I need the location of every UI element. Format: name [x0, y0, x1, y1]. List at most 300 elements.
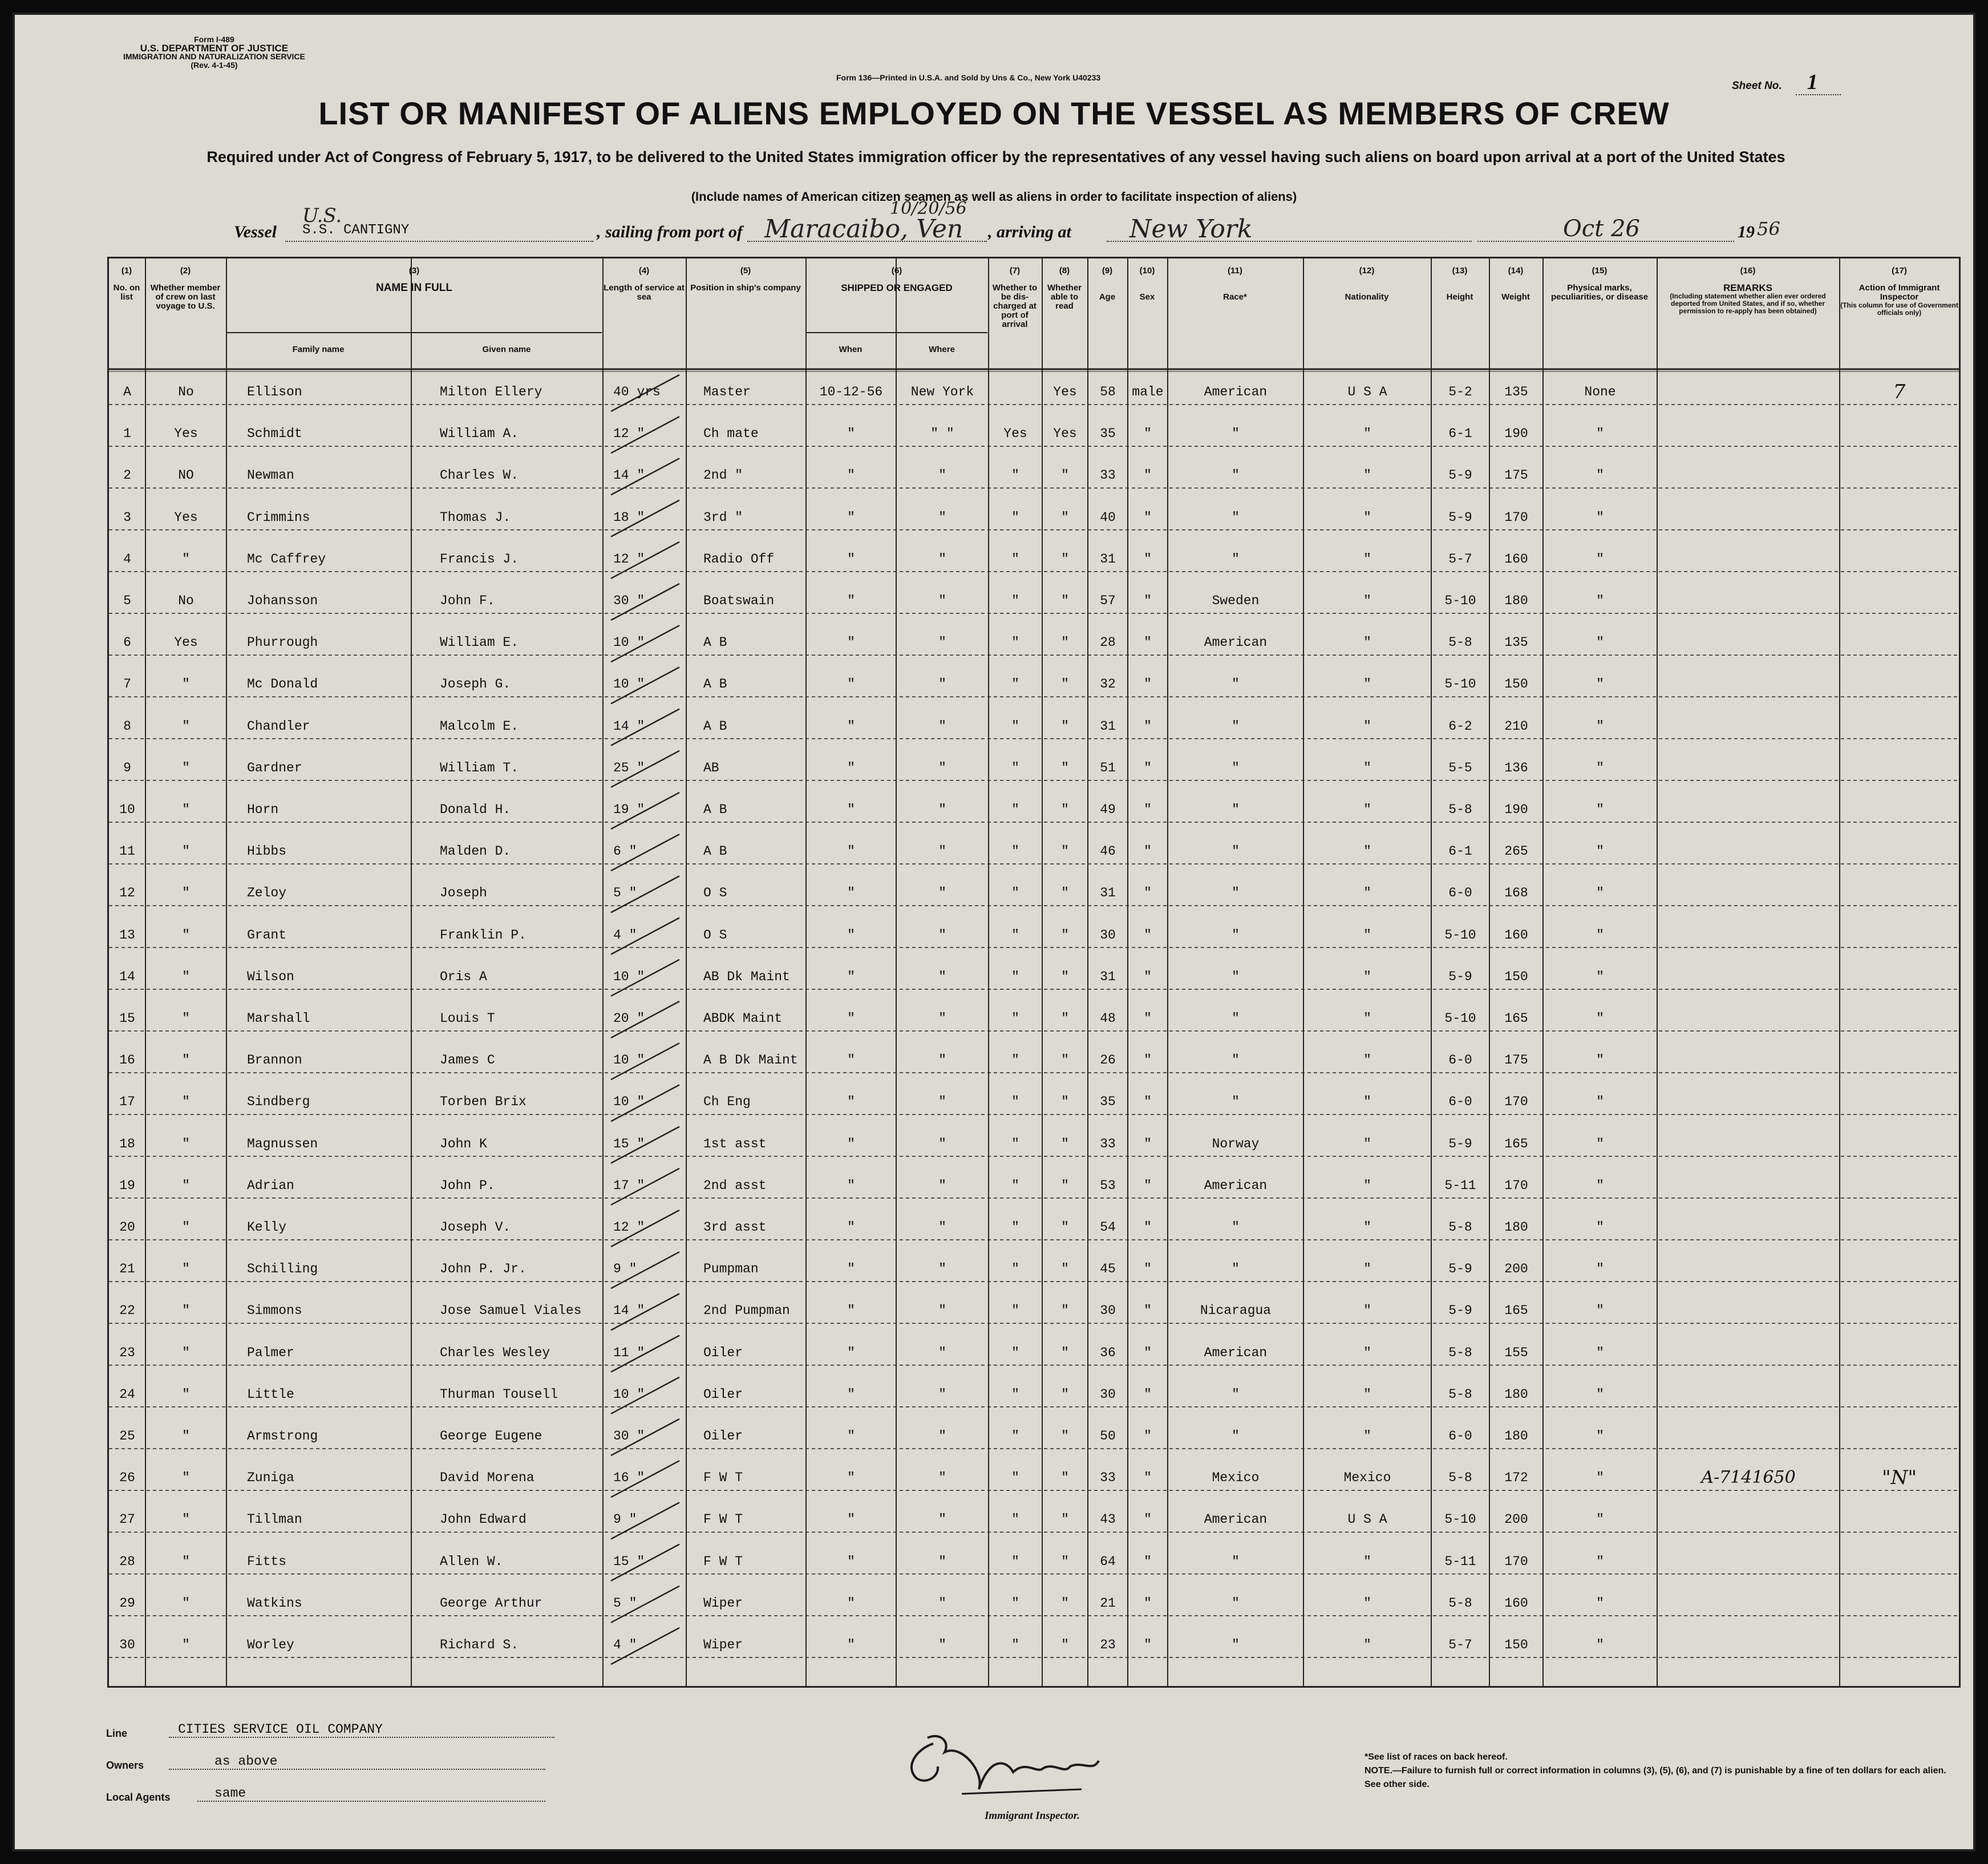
row-cell-col-14: U S A — [1347, 385, 1387, 399]
row-cell-col-9: " — [1011, 1512, 1019, 1527]
row-cell-col-7: " — [847, 1386, 855, 1402]
row-cell-col-11: 46 — [1100, 844, 1116, 859]
row-cell-col-14: " — [1363, 1637, 1371, 1652]
row-cell-col-11: 28 — [1100, 635, 1116, 650]
row-cell-col-7: " — [847, 844, 855, 859]
row-cell-col-11: 26 — [1100, 1053, 1116, 1068]
row-cell-col-17: " — [1596, 1595, 1604, 1611]
row-cell-col-4: John P. Jr. — [440, 1261, 527, 1277]
col-7-number: (7) — [1009, 266, 1021, 276]
row-cell-col-3: Simmons — [247, 1303, 302, 1319]
row-cell-col-17: " — [1596, 1637, 1604, 1652]
row-cell-col-13: " — [1232, 468, 1240, 483]
row-cell-col-5: 30 " — [613, 593, 645, 608]
row-cell-col-11: 30 — [1100, 927, 1116, 943]
row-cell-col-10: " — [1061, 1470, 1069, 1486]
row-cell-col-12: " — [1144, 1136, 1152, 1151]
row-cell-col-10: " — [1061, 1429, 1069, 1444]
row-cell-col-15: 5-10 — [1444, 1512, 1476, 1527]
row-cell-col-6: A B — [703, 718, 727, 734]
row-cell-col-15: 6-0 — [1448, 1053, 1472, 1068]
row-cell-col-16: 160 — [1504, 1595, 1528, 1611]
row-cell-col-17: " — [1596, 1094, 1604, 1110]
row-cell-col-3: Magnussen — [247, 1136, 318, 1151]
row-cell-col-9: " — [1011, 1094, 1019, 1110]
row-cell-col-15: 6-1 — [1448, 426, 1472, 442]
arrival-date: Oct 26 — [1477, 216, 1734, 242]
row-cell-col-16: 190 — [1504, 802, 1528, 817]
row-cell-col-15: 5-10 — [1444, 593, 1476, 608]
row-cell-col-1: 7 — [123, 677, 131, 692]
row-cell-col-7: 10-12-56 — [819, 385, 883, 399]
row-cell-col-1: 9 — [123, 760, 131, 775]
row-cell-col-14: " — [1363, 635, 1371, 650]
row-cell-col-2: " — [182, 1094, 190, 1110]
row-cell-col-8: " — [938, 1136, 946, 1151]
col-8-label: Whether able to read — [1047, 283, 1082, 311]
row-cell-col-13: Norway — [1212, 1136, 1260, 1151]
row-cell-col-16: 165 — [1504, 1136, 1528, 1151]
row-cell-col-16: 170 — [1504, 1178, 1528, 1193]
col-1-number: (1) — [121, 266, 132, 276]
row-cell-col-2: Yes — [174, 426, 198, 442]
row-cell-col-14: " — [1363, 1094, 1371, 1110]
row-cell-col-4: Richard S. — [440, 1637, 519, 1652]
row-cell-col-12: " — [1144, 1178, 1152, 1193]
row-cell-col-14: " — [1363, 1220, 1371, 1235]
row-cell-col-12: male — [1132, 385, 1164, 399]
row-cell-col-14: " — [1363, 1053, 1371, 1068]
row-cell-col-11: 57 — [1100, 593, 1116, 608]
row-cell-col-2: NO — [178, 468, 194, 483]
row-cell-col-7: " — [847, 760, 855, 775]
row-cell-col-4: John K — [440, 1136, 487, 1151]
row-cell-col-5: 10 " — [613, 677, 645, 692]
row-cell-col-13: " — [1232, 1429, 1240, 1444]
row-cell-col-3: Palmer — [247, 1345, 294, 1360]
col-11-label: Race* — [1223, 292, 1247, 302]
row-cell-col-17: " — [1596, 927, 1604, 943]
row-cell-col-16: 190 — [1504, 426, 1528, 442]
row-cell-col-9: " — [1011, 468, 1019, 483]
header-col-13 — [1431, 266, 1488, 302]
row-cell-col-14: " — [1363, 593, 1371, 608]
row-cell-col-12: " — [1144, 1303, 1152, 1319]
row-cell-col-9: " — [1011, 1011, 1019, 1026]
row-cell-col-17: " — [1596, 844, 1604, 859]
row-cell-col-8: " — [938, 1470, 946, 1486]
row-cell-col-1: 12 — [119, 885, 135, 901]
col-17-number: (17) — [1892, 266, 1907, 276]
crew-table — [107, 257, 1961, 1688]
row-cell-col-4: Charles W. — [440, 468, 519, 483]
row-cell-col-15: 5-10 — [1444, 1011, 1476, 1026]
row-cell-col-4: Francis J. — [440, 551, 519, 567]
arriving-label: , arriving at — [988, 223, 1071, 241]
row-cell-col-8: " — [938, 1303, 946, 1319]
row-cell-col-17: " — [1596, 1303, 1604, 1319]
row-cell-col-10: " — [1061, 1136, 1069, 1151]
row-cell-col-11: 33 — [1100, 1136, 1116, 1151]
row-cell-col-13: " — [1232, 1053, 1240, 1068]
row-cell-col-16: 165 — [1504, 1303, 1528, 1319]
row-cell-col-3: Worley — [247, 1637, 294, 1652]
page-subtitle: Required under Act of Congress of February 5, 1917, to be delivered to the United States immigration officer by the representatives of any vessel having such aliens on board upon arrival at a port of the United States — [207, 148, 1785, 165]
row-cell-col-3: Johansson — [247, 593, 318, 608]
row-cell-col-7: " — [847, 510, 855, 525]
row-cell-col-2: No — [178, 385, 194, 399]
row-cell-col-2: " — [182, 1637, 190, 1652]
row-cell-col-5: 10 " — [613, 635, 645, 650]
row-cell-col-16: 135 — [1504, 385, 1528, 399]
header-col-1 — [109, 266, 144, 302]
row-cell-col-14: " — [1363, 1303, 1371, 1319]
row-cell-col-15: 5-8 — [1448, 1345, 1472, 1360]
owners-value: as above — [169, 1754, 545, 1770]
row-cell-col-4: John P. — [440, 1178, 495, 1193]
row-cell-col-1: A — [123, 385, 131, 399]
col-14-label: Weight — [1501, 292, 1530, 302]
row-cell-col-2: " — [182, 1053, 190, 1068]
row-cell-col-14: " — [1363, 969, 1371, 984]
row-cell-col-4: Malcolm E. — [440, 718, 519, 734]
row-cell-col-16: 180 — [1504, 1429, 1528, 1444]
row-cell-col-10: " — [1061, 802, 1069, 817]
row-cell-col-4: William A. — [440, 426, 519, 442]
row-cell-col-7: " — [847, 1429, 855, 1444]
row-cell-col-17: " — [1596, 1386, 1604, 1402]
row-cell-col-13: " — [1232, 510, 1240, 525]
row-cell-col-11: 53 — [1100, 1178, 1116, 1193]
row-cell-col-7: " — [847, 677, 855, 692]
row-cell-col-3: Newman — [247, 468, 294, 483]
row-cell-col-14: " — [1363, 1011, 1371, 1026]
row-cell-col-6: 2nd " — [703, 468, 743, 483]
row-cell-col-5: 9 " — [613, 1261, 637, 1277]
row-cell-col-2: " — [182, 1512, 190, 1527]
row-cell-col-8: " — [938, 551, 946, 567]
row-cell-col-9: " — [1011, 635, 1019, 650]
row-cell-col-4: Torben Brix — [440, 1094, 527, 1110]
row-cell-col-1: 26 — [119, 1470, 135, 1486]
row-cell-col-1: 4 — [123, 551, 131, 567]
row-cell-col-5: 18 " — [613, 510, 645, 525]
row-cell-col-6: A B — [703, 635, 727, 650]
row-cell-col-15: 5-9 — [1448, 969, 1472, 984]
row-cell-col-10: " — [1061, 1220, 1069, 1235]
row-cell-col-4: William E. — [440, 635, 519, 650]
row-cell-col-8: " — [938, 1261, 946, 1277]
row-cell-col-3: Chandler — [247, 718, 310, 734]
row-cell-col-15: 6-1 — [1448, 844, 1472, 859]
row-cell-col-15: 5-8 — [1448, 635, 1472, 650]
row-cell-col-7: " — [847, 635, 855, 650]
form-number: Form I-489 — [194, 35, 234, 44]
row-cell-col-13: " — [1232, 885, 1240, 901]
row-cell-col-2: " — [182, 885, 190, 901]
row-cell-col-11: 31 — [1100, 969, 1116, 984]
row-cell-col-4: George Eugene — [440, 1429, 542, 1444]
row-cell-col-9: " — [1011, 1470, 1019, 1486]
row-cell-col-7: " — [847, 1345, 855, 1360]
row-cell-col-1: 16 — [119, 1053, 135, 1068]
row-cell-col-3: Grant — [247, 927, 287, 943]
row-cell-col-7: " — [847, 1595, 855, 1611]
row-cell-col-5: 30 " — [613, 1429, 645, 1444]
row-cell-col-3: Ellison — [247, 385, 302, 399]
row-cell-col-2: " — [182, 1220, 190, 1235]
row-cell-col-7: " — [847, 1512, 855, 1527]
row-cell-col-6: Ch Eng — [703, 1094, 751, 1110]
row-cell-col-12: " — [1144, 468, 1152, 483]
col-2-label: Whether member of crew on last voyage to U.S. — [150, 283, 221, 311]
row-cell-col-8: " — [938, 1053, 946, 1068]
col-10-number: (10) — [1139, 266, 1155, 276]
row-cell-col-7: " — [847, 593, 855, 608]
row-cell-col-4: Joseph — [440, 885, 487, 901]
row-cell-col-13: American — [1204, 1178, 1268, 1193]
row-cell-col-14: " — [1363, 844, 1371, 859]
row-cell-col-12: " — [1144, 844, 1152, 859]
row-cell-col-2: " — [182, 1261, 190, 1277]
row-cell-col-16: 172 — [1504, 1470, 1528, 1486]
row-cell-col-13: " — [1232, 927, 1240, 943]
row-cell-col-6: ABDK Maint — [703, 1011, 783, 1026]
row-cell-col-8: " — [938, 1094, 946, 1110]
row-cell-col-11: 31 — [1100, 718, 1116, 734]
row-cell-col-3: Schmidt — [247, 426, 302, 442]
row-cell-col-6: Wiper — [703, 1595, 743, 1611]
row-cell-col-16: 155 — [1504, 1345, 1528, 1360]
sailing-label: , sailing from port of — [597, 223, 743, 241]
row-cell-col-2: " — [182, 802, 190, 817]
row-cell-col-5: 10 " — [613, 1094, 645, 1110]
header-col-14 — [1489, 266, 1542, 302]
row-cell-col-8: " — [938, 635, 946, 650]
header-col-16 — [1657, 266, 1839, 315]
row-cell-col-10: " — [1061, 1595, 1069, 1611]
row-cell-col-1: 29 — [119, 1595, 135, 1611]
row-cell-col-8: " — [938, 718, 946, 734]
row-cell-col-8: " — [938, 510, 946, 525]
row-cell-col-15: 5-9 — [1448, 1136, 1472, 1151]
inspector-label: Immigrant Inspector. — [985, 1810, 1080, 1822]
row-cell-col-15: 5-7 — [1448, 1637, 1472, 1652]
row-cell-col-6: AB Dk Maint — [703, 969, 790, 984]
row-cell-col-7: " — [847, 927, 855, 943]
row-cell-col-16: 175 — [1504, 468, 1528, 483]
row-cell-col-12: " — [1144, 551, 1152, 567]
row-cell-col-8: " — [938, 1595, 946, 1611]
row-cell-col-11: 33 — [1100, 1470, 1116, 1486]
row-cell-col-9: " — [1011, 1136, 1019, 1151]
vessel-prefix: U.S. — [302, 204, 342, 227]
row-cell-col-11: 23 — [1100, 1637, 1116, 1652]
row-cell-col-3: Wilson — [247, 969, 294, 984]
row-cell-col-9: " — [1011, 885, 1019, 901]
row-cell-col-2: " — [182, 844, 190, 859]
row-cell-col-10: " — [1061, 1011, 1069, 1026]
row-cell-col-11: 32 — [1100, 677, 1116, 692]
row-cell-col-17: " — [1596, 426, 1604, 442]
row-cell-col-16: 168 — [1504, 885, 1528, 901]
row-cell-col-13: American — [1204, 635, 1268, 650]
row-cell-col-16: 180 — [1504, 1386, 1528, 1402]
row-cell-col-15: 5-2 — [1448, 385, 1472, 399]
row-cell-col-9: " — [1011, 1637, 1019, 1652]
row-cell-col-12: " — [1144, 885, 1152, 901]
row-cell-col-8: " — [938, 1637, 946, 1652]
row-cell-col-17: " — [1596, 885, 1604, 901]
row-cell-col-12: " — [1144, 1261, 1152, 1277]
row-cell-col-1: 11 — [119, 844, 135, 859]
row-cell-col-16: 265 — [1504, 844, 1528, 859]
row-cell-col-6: Boatswain — [703, 593, 775, 608]
row-cell-col-12: " — [1144, 593, 1152, 608]
row-cell-col-14: " — [1363, 885, 1371, 901]
row-cell-col-4: Thomas J. — [440, 510, 511, 525]
row-cell-col-1: 1 — [123, 426, 131, 442]
row-cell-col-13: " — [1232, 1595, 1240, 1611]
row-cell-col-11: 51 — [1100, 760, 1116, 775]
row-cell-col-5: 40 yrs — [613, 385, 661, 399]
row-cell-col-1: 28 — [119, 1554, 135, 1569]
header-col-17 — [1840, 266, 1959, 317]
row-cell-col-6: Radio Off — [703, 551, 775, 567]
row-cell-col-9: " — [1011, 593, 1019, 608]
col-17-label: Action of Immigrant Inspector — [1859, 283, 1940, 302]
row-cell-col-1: 20 — [119, 1220, 135, 1235]
row-cell-col-7: " — [847, 1094, 855, 1110]
row-cell-col-7: " — [847, 718, 855, 734]
header-col-2 — [145, 266, 225, 311]
row-cell-col-8: " — [938, 969, 946, 984]
row-cell-col-3: Crimmins — [247, 510, 310, 525]
row-cell-col-3: Hibbs — [247, 844, 287, 859]
header-col-6 — [806, 266, 987, 293]
row-cell-col-8: " — [938, 468, 946, 483]
row-cell-col-10: Yes — [1053, 385, 1077, 399]
header-given-name: Given name — [482, 345, 531, 354]
row-cell-col-5: 25 " — [613, 760, 645, 775]
row-cell-col-15: 5-9 — [1448, 468, 1472, 483]
row-cell-col-4: William T. — [440, 760, 519, 775]
col-2-number: (2) — [180, 266, 191, 276]
row-cell-col-16: 200 — [1504, 1512, 1528, 1527]
row-cell-col-12: " — [1144, 1345, 1152, 1360]
row-cell-col-16: 180 — [1504, 1220, 1528, 1235]
row-cell-col-5: 11 " — [613, 1345, 645, 1360]
row-cell-col-6: Master — [703, 385, 751, 399]
row-cell-col-16: 170 — [1504, 510, 1528, 525]
row-cell-col-2: " — [182, 1303, 190, 1319]
header-col-5 — [686, 266, 805, 293]
row-cell-col-14: U S A — [1347, 1512, 1387, 1527]
row-cell-col-12: " — [1144, 1386, 1152, 1402]
row-cell-col-3: Mc Caffrey — [247, 551, 326, 567]
row-cell-col-1: 14 — [119, 969, 135, 984]
row-cell-col-11: 33 — [1100, 468, 1116, 483]
row-cell-col-9: " — [1011, 802, 1019, 817]
row-cell-col-5: 14 " — [613, 1303, 645, 1319]
col-5-label: Position in ship's company — [690, 283, 801, 293]
row-cell-col-5: 19 " — [613, 802, 645, 817]
row-cell-col-15: 5-8 — [1448, 1386, 1472, 1402]
row-cell-col-8: " — [938, 1554, 946, 1569]
row-cell-col-6: O S — [703, 927, 727, 943]
row-cell-col-4: Charles Wesley — [440, 1345, 550, 1360]
row-cell-col-10: " — [1061, 510, 1069, 525]
row-cell-col-9: " — [1011, 969, 1019, 984]
row-cell-col-17: " — [1596, 510, 1604, 525]
header-where: Where — [929, 345, 955, 354]
row-cell-col-2: " — [182, 718, 190, 734]
row-cell-col-2: " — [182, 1595, 190, 1611]
row-cell-col-10: " — [1061, 927, 1069, 943]
row-cell-col-11: 45 — [1100, 1261, 1116, 1277]
row-cell-col-12: " — [1144, 1429, 1152, 1444]
row-cell-col-7: " — [847, 969, 855, 984]
row-cell-col-6: AB — [703, 760, 719, 775]
row-cell-col-13: " — [1232, 677, 1240, 692]
row-cell-col-9: " — [1011, 1429, 1019, 1444]
row-cell-col-15: 5-8 — [1448, 1470, 1472, 1486]
row-cell-col-15: 5-9 — [1448, 510, 1472, 525]
row-cell-col-7: " — [847, 468, 855, 483]
row-cell-col-6: F W T — [703, 1512, 743, 1527]
row-cell-col-3: Phurrough — [247, 635, 318, 650]
row-cell-col-1: 13 — [119, 927, 135, 943]
line-label: Line — [106, 1728, 128, 1739]
col-10-label: Sex — [1139, 292, 1155, 302]
row-cell-col-13: " — [1232, 1220, 1240, 1235]
row-cell-col-7: " — [847, 1470, 855, 1486]
row-cell-col-13: " — [1232, 844, 1240, 859]
penalty-note: NOTE.—Failure to furnish full or correct information in columns (3), (5), (6), and (7) is punishable by a fine of ten dollars for each alien. See other side. — [1365, 1766, 1946, 1789]
row-cell-col-8: " — [938, 760, 946, 775]
row-cell-col-10: " — [1061, 1554, 1069, 1569]
row-cell-col-3: Gardner — [247, 760, 302, 775]
row-cell-col-14: " — [1363, 677, 1371, 692]
row-cell-col-12: " — [1144, 1554, 1152, 1569]
row-cell-col-10: " — [1061, 1345, 1069, 1360]
row-cell-col-14: " — [1363, 1386, 1371, 1402]
row-cell-col-16: 170 — [1504, 1554, 1528, 1569]
row-cell-col-10: " — [1061, 1178, 1069, 1193]
row-cell-col-17: " — [1596, 969, 1604, 984]
row-cell-col-14: Mexico — [1343, 1470, 1391, 1486]
row-cell-col-7: " — [847, 885, 855, 901]
row-cell-col-4: Louis T — [440, 1011, 495, 1026]
row-cell-col-11: 40 — [1100, 510, 1116, 525]
printer-line: Form 136—Printed in U.S.A. and Sold by Uns & Co., New York U40233 — [836, 73, 1101, 82]
row-cell-col-16: 160 — [1504, 551, 1528, 567]
port-to: New York — [1107, 215, 1472, 242]
row-cell-col-11: 49 — [1100, 802, 1116, 817]
row-cell-col-14: " — [1363, 468, 1371, 483]
row-cell-col-2: " — [182, 1011, 190, 1026]
header-col-12 — [1303, 266, 1430, 302]
row-cell-col-4: Milton Ellery — [440, 385, 542, 399]
col-16-number: (16) — [1740, 266, 1756, 276]
row-cell-col-13: American — [1204, 1345, 1268, 1360]
row-cell-col-5: 15 " — [613, 1554, 645, 1569]
row-cell-col-12: " — [1144, 635, 1152, 650]
row-cell-col-17: " — [1596, 1011, 1604, 1026]
header-when: When — [839, 345, 863, 354]
race-note: *See list of races on back hereof. — [1365, 1752, 1508, 1762]
row-cell-col-7: " — [847, 1220, 855, 1235]
